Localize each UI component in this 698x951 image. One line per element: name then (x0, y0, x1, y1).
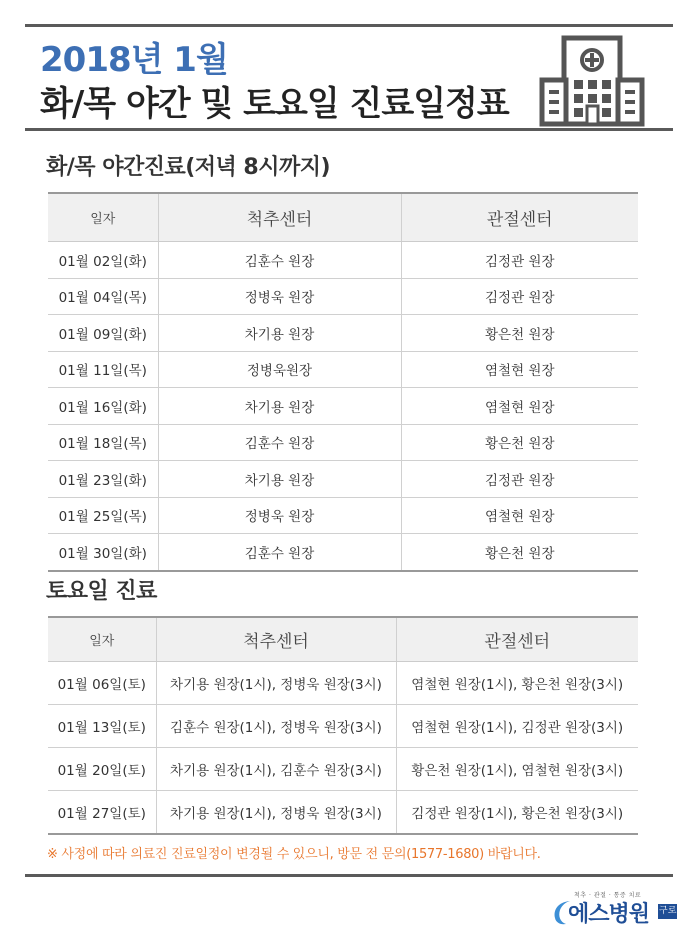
spine-doctor-cell: 김훈수 원장 (158, 242, 401, 279)
column-header-date: 일자 (48, 193, 158, 242)
logo-name: 에스병원 (568, 902, 650, 927)
saturday-schedule-table (48, 616, 638, 835)
spine-doctor-cell: 차기용 원장 (158, 388, 401, 425)
hospital-logo (552, 890, 680, 930)
table-row (48, 461, 638, 498)
date-cell: 01월 04일(목) (48, 278, 158, 315)
joint-doctor-cell: 황은천 원장 (401, 315, 638, 352)
spine-doctor-cell: 차기용 원장(1시), 정병욱 원장(3시) (156, 662, 396, 705)
spine-doctor-cell: 정병욱 원장 (158, 278, 401, 315)
table-header-row (48, 193, 638, 242)
column-header-joint: 관절센터 (401, 193, 638, 242)
title-year: 2018년 1월 (40, 40, 228, 80)
joint-doctor-cell: 김정관 원장 (401, 461, 638, 498)
page-title: 화/목 야간 및 토요일 진료일정표 (40, 84, 509, 124)
bottom-rule (25, 874, 673, 877)
table-row (48, 278, 638, 315)
joint-doctor-cell: 황은천 원장 (401, 424, 638, 461)
table-row (48, 534, 638, 571)
spine-doctor-cell: 김훈수 원장 (158, 424, 401, 461)
title-rule (25, 128, 673, 131)
date-cell: 01월 25일(목) (48, 497, 158, 534)
joint-doctor-cell: 김정관 원장 (401, 242, 638, 279)
table-row (48, 424, 638, 461)
spine-doctor-cell: 차기용 원장(1시), 김훈수 원장(3시) (156, 748, 396, 791)
date-cell: 01월 16일(화) (48, 388, 158, 425)
date-cell: 01월 27일(토) (48, 791, 156, 835)
column-header-spine: 척추센터 (156, 617, 396, 662)
date-cell: 01월 02일(화) (48, 242, 158, 279)
top-rule (25, 24, 673, 27)
joint-doctor-cell: 염철현 원장 (401, 388, 638, 425)
table-row (48, 705, 638, 748)
table-row (48, 315, 638, 352)
date-cell: 01월 30일(화) (48, 534, 158, 571)
column-header-spine: 척추센터 (158, 193, 401, 242)
joint-doctor-cell: 염철현 원장(1시), 김정관 원장(3시) (396, 705, 638, 748)
spine-doctor-cell: 차기용 원장 (158, 461, 401, 498)
spine-doctor-cell: 차기용 원장(1시), 정병욱 원장(3시) (156, 791, 396, 835)
date-cell: 01월 23일(화) (48, 461, 158, 498)
spine-doctor-cell: 김훈수 원장 (158, 534, 401, 571)
joint-doctor-cell: 염철현 원장 (401, 497, 638, 534)
table-row (48, 242, 638, 279)
column-header-joint: 관절센터 (396, 617, 638, 662)
spine-doctor-cell: 차기용 원장 (158, 315, 401, 352)
joint-doctor-cell: 김정관 원장(1시), 황은천 원장(3시) (396, 791, 638, 835)
hospital-building-icon (538, 34, 648, 128)
weeknight-heading: 화/목 야간진료(저녁 8시까지) (46, 155, 331, 180)
joint-doctor-cell: 김정관 원장 (401, 278, 638, 315)
joint-doctor-cell: 염철현 원장 (401, 351, 638, 388)
table-row (48, 791, 638, 835)
date-cell: 01월 11일(목) (48, 351, 158, 388)
saturday-heading: 토요일 진료 (46, 579, 157, 604)
date-cell: 01월 13일(토) (48, 705, 156, 748)
logo-branch: 구로 (658, 904, 677, 919)
spine-doctor-cell: 김훈수 원장(1시), 정병욱 원장(3시) (156, 705, 396, 748)
date-cell: 01월 18일(목) (48, 424, 158, 461)
table-row (48, 497, 638, 534)
table-row (48, 748, 638, 791)
joint-doctor-cell: 황은천 원장(1시), 염철현 원장(3시) (396, 748, 638, 791)
table-row (48, 351, 638, 388)
joint-doctor-cell: 황은천 원장 (401, 534, 638, 571)
date-cell: 01월 09일(화) (48, 315, 158, 352)
schedule-change-note: ※ 사정에 따라 의료진 진료일정이 변경될 수 있으니, 방문 전 문의(1577-1680) 바랍니다. (47, 847, 541, 862)
date-cell: 01월 06일(토) (48, 662, 156, 705)
table-row (48, 388, 638, 425)
column-header-date: 일자 (48, 617, 156, 662)
spine-doctor-cell: 정병욱 원장 (158, 497, 401, 534)
weeknight-schedule-table (48, 192, 638, 572)
table-row (48, 662, 638, 705)
joint-doctor-cell: 염철현 원장(1시), 황은천 원장(3시) (396, 662, 638, 705)
logo-tagline: 척추 · 관절 · 통증 치료 (574, 892, 642, 899)
table-header-row (48, 617, 638, 662)
date-cell: 01월 20일(토) (48, 748, 156, 791)
spine-doctor-cell: 정병욱원장 (158, 351, 401, 388)
